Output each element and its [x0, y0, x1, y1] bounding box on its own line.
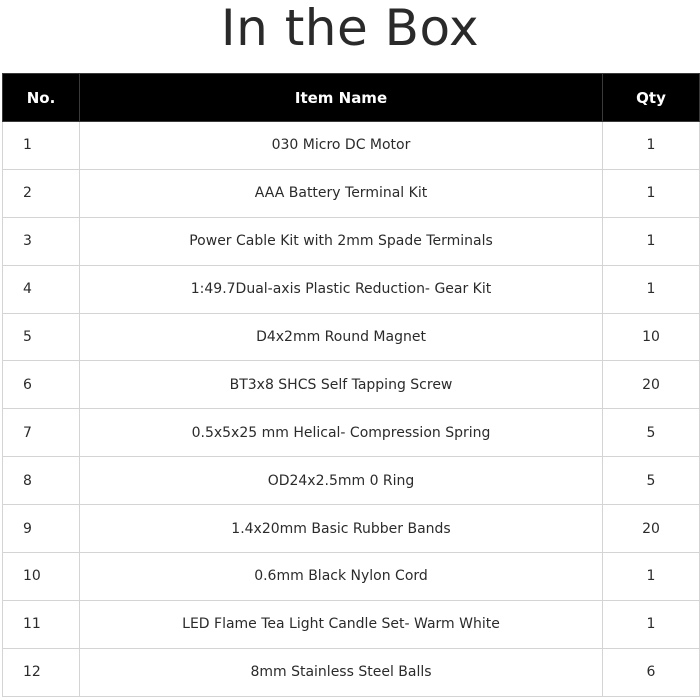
- cell-item-name: 030 Micro DC Motor: [80, 122, 603, 170]
- cell-qty: 5: [603, 409, 700, 457]
- table-row: [3, 505, 700, 553]
- cell-qty: 1: [603, 169, 700, 217]
- cell-qty: 1: [603, 553, 700, 601]
- cell-no: 2: [3, 169, 80, 217]
- cell-qty: 10: [603, 313, 700, 361]
- table-row: [3, 169, 700, 217]
- header-item-name: Item Name: [80, 74, 603, 122]
- cell-no: 8: [3, 457, 80, 505]
- cell-qty: 20: [603, 361, 700, 409]
- cell-item-name: BT3x8 SHCS Self Tapping Screw: [80, 361, 603, 409]
- cell-qty: 20: [603, 505, 700, 553]
- cell-item-name: AAA Battery Terminal Kit: [80, 169, 603, 217]
- table-row: [3, 265, 700, 313]
- cell-no: 6: [3, 361, 80, 409]
- cell-no: 7: [3, 409, 80, 457]
- cell-item-name: 0.5x5x25 mm Helical- Compression Spring: [80, 409, 603, 457]
- cell-no: 10: [3, 553, 80, 601]
- cell-item-name: LED Flame Tea Light Candle Set- Warm White: [80, 600, 603, 648]
- table-row: [3, 553, 700, 601]
- table-row: [3, 361, 700, 409]
- cell-qty: 1: [603, 265, 700, 313]
- cell-no: 9: [3, 505, 80, 553]
- cell-item-name: D4x2mm Round Magnet: [80, 313, 603, 361]
- cell-item-name: Power Cable Kit with 2mm Spade Terminals: [80, 217, 603, 265]
- cell-no: 3: [3, 217, 80, 265]
- cell-item-name: 1:49.7Dual-axis Plastic Reduction- Gear Kit: [80, 265, 603, 313]
- cell-qty: 5: [603, 457, 700, 505]
- cell-item-name: 1.4x20mm Basic Rubber Bands: [80, 505, 603, 553]
- table-header-row: [3, 74, 700, 122]
- table-row: [3, 457, 700, 505]
- cell-qty: 1: [603, 122, 700, 170]
- cell-no: 4: [3, 265, 80, 313]
- cell-no: 11: [3, 600, 80, 648]
- cell-no: 12: [3, 648, 80, 696]
- cell-item-name: 8mm Stainless Steel Balls: [80, 648, 603, 696]
- header-qty: Qty: [603, 74, 700, 122]
- cell-no: 5: [3, 313, 80, 361]
- table-row: [3, 600, 700, 648]
- table-row: [3, 122, 700, 170]
- cell-no: 1: [3, 122, 80, 170]
- table-row: [3, 313, 700, 361]
- table-row: [3, 409, 700, 457]
- cell-qty: 1: [603, 600, 700, 648]
- table-row: [3, 217, 700, 265]
- cell-qty: 6: [603, 648, 700, 696]
- cell-item-name: OD24x2.5mm 0 Ring: [80, 457, 603, 505]
- cell-qty: 1: [603, 217, 700, 265]
- contents-table: [2, 73, 700, 697]
- cell-item-name: 0.6mm Black Nylon Cord: [80, 553, 603, 601]
- header-no: No.: [3, 74, 80, 122]
- page-title: In the Box: [220, 0, 480, 57]
- table-row: [3, 648, 700, 696]
